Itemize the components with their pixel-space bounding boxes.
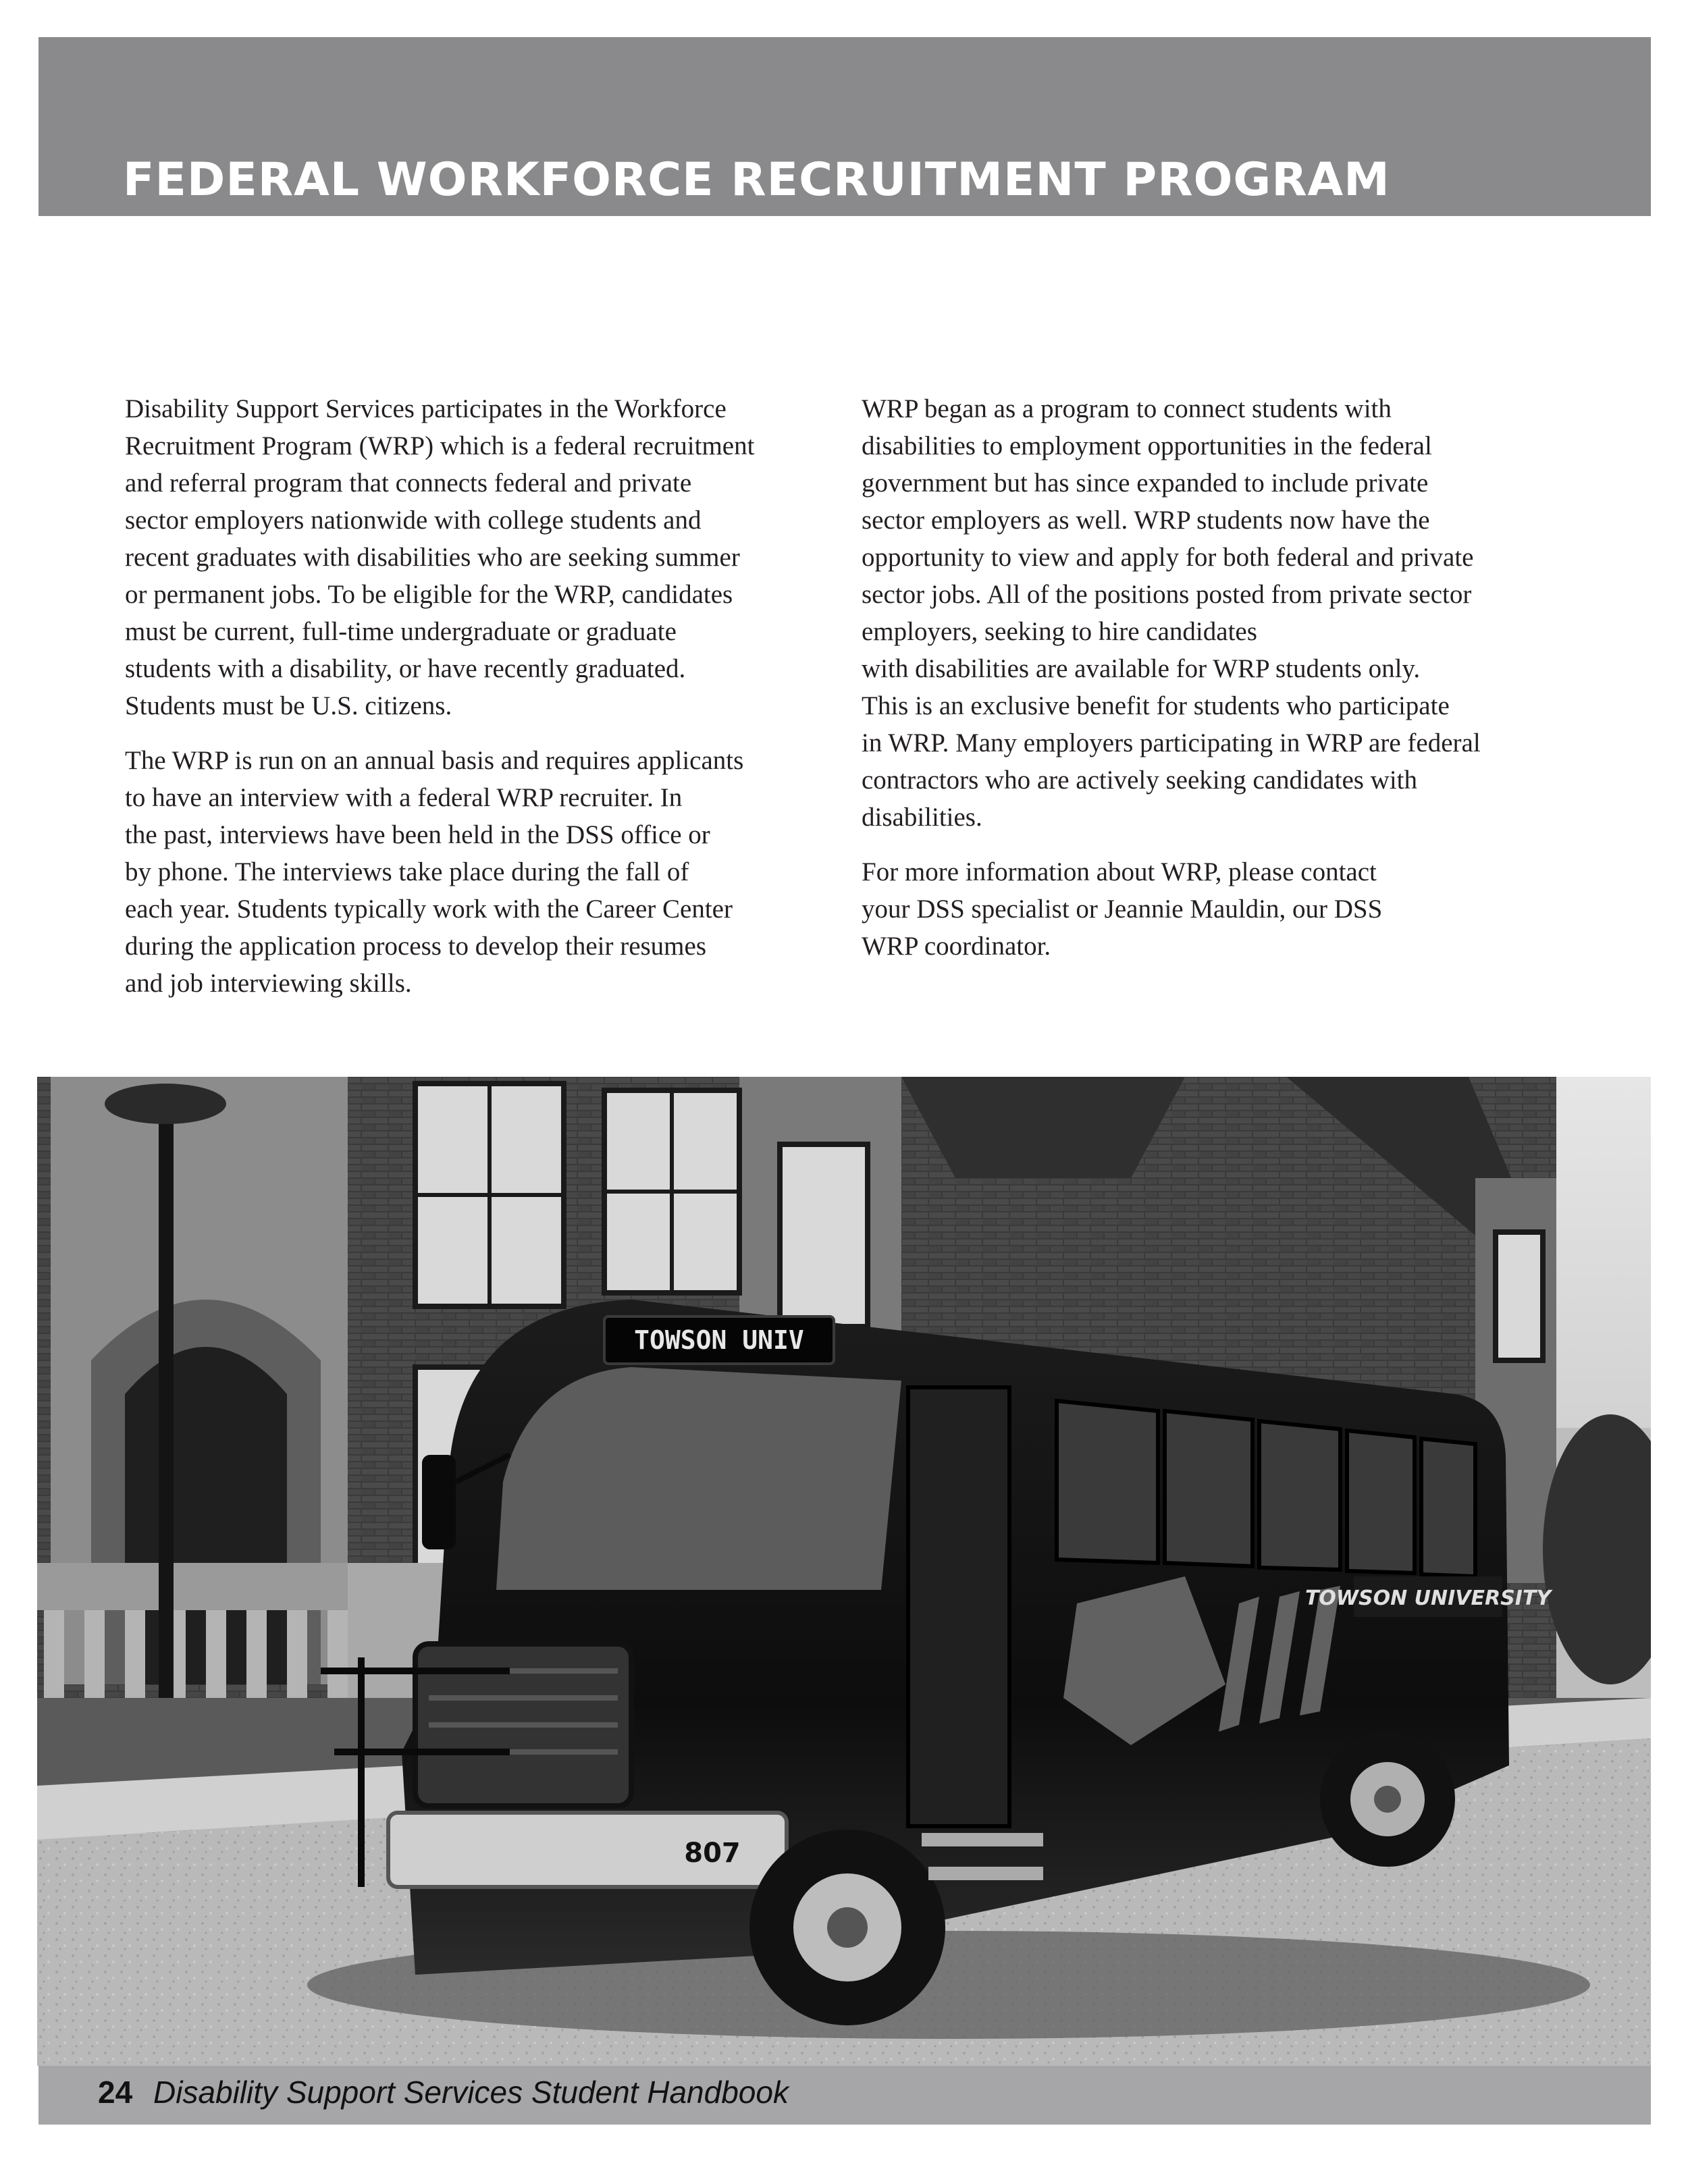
bus-destination-sign: TOWSON UNIV <box>634 1325 804 1355</box>
paragraph-wrp-history: WRP began as a program to connect students with disabilities to employment opportunities in the federal government but has since expanded to include private sector employers as well. WRP students now have the opportunity to view and apply for both federal and private sector jobs. All of the positions posted from private sector employers, seeking to hire candidates with disabilities are available for WRP students only. This is an exclusive benefit for students who participate in WRP. Many employers participating in WRP are federal contractors who are actively seeking candidates with disabilities. <box>862 394 1481 832</box>
bus-side-logo: TOWSON UNIVERSITY <box>1304 1587 1552 1610</box>
paragraph-wrp-contact: For more information about WRP, please contact your DSS specialist or Jeannie Mauldin, our DSS WRP coordinator. <box>862 857 1383 961</box>
paragraph-wrp-interview: The WRP is run on an annual basis and requires applicants to have an interview with a federal WRP recruiter. In the past, interviews have been held in the DSS office or by phone. The interviews take place during the fall of each year. Students typically work with the Career Center during the application process to develop their resumes and job interviewing skills. <box>125 746 744 998</box>
page-title: FEDERAL WORKFORCE RECRUITMENT PROGRAM <box>123 153 1390 207</box>
left-column <box>125 390 847 1019</box>
header-band <box>38 37 1651 216</box>
paragraph-wrp-intro: Disability Support Services participates in the Workforce Recruitment Program (WRP) which is a federal recruitment and referral program that connects federal and private sector employers nationwide with college students and recent graduates with disabilities who are seeking summer or permanent jobs. To be eligible for the WRP, candidates must be current, full-time undergraduate or graduate students with a disability, or have recently graduated. Students must be U.S. citizens. <box>125 394 755 720</box>
campus-bus-photo <box>37 1077 1651 2066</box>
page-number: 24 <box>98 2075 133 2110</box>
right-column <box>862 390 1604 982</box>
bus-number: 807 <box>684 1838 741 1869</box>
handbook-title: Disability Support Services Student Handbook <box>153 2075 789 2110</box>
footer-band <box>38 2066 1651 2125</box>
